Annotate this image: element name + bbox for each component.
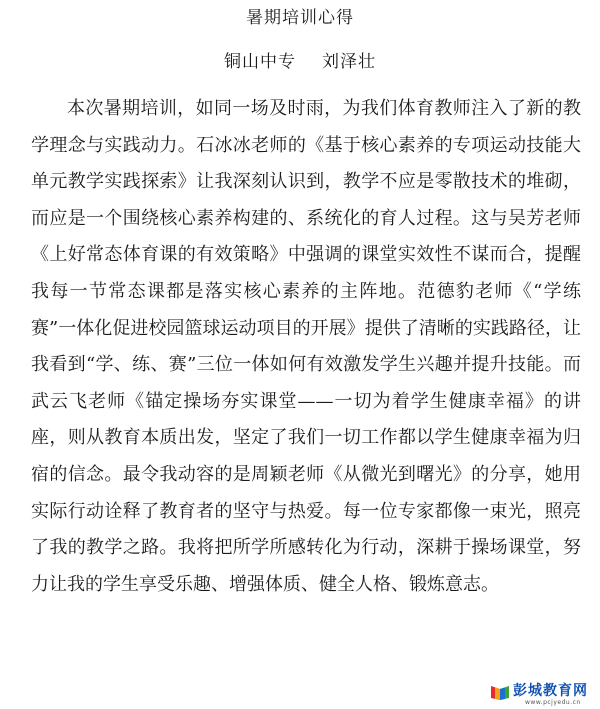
site-watermark-logo xyxy=(489,683,597,707)
body-paragraph: 本次暑期培训，如同一场及时雨，为我们体育教师注入了新的教学理念与实践动力。石冰冰老师的《基于核心素养的专项运动技能大单元教学实践探索》让我深刻认识到，教学不应是零散技术的堆砌，而应是一个围绕核心素养构建的、系统化的育人过程。这与吴芳老师《上好常态体育课的有效策略》中强调的课堂实效性不谋而合，提醒我每一节常态课都是落实核心素养的主阵地。范德豹老师《“学练赛”一体化促进校园篮球运动项目的开展》提供了清晰的实践路径，让我看到“学、练、赛”三位一体如何有效激发学生兴趣并提升技能。而武云飞老师《锚定操场夯实课堂——一切为着学生健康幸福》的讲座，则从教育本质出发，坚定了我们一切工作都以学生健康幸福为归宿的信念。最令我动容的是周颖老师《从微光到曙光》的分享，她用实际行动诠释了教育者的坚守与热爱。每一位专家都像一束光，照亮了我的教学之路。我将把所学所感转化为行动，深耕于操场课堂，努力让我的学生享受乐趣、增强体质、健全人格、锻炼意志。 xyxy=(31,98,581,595)
watermark-site-url: www.pcjyedu.cn xyxy=(525,699,581,706)
document-title: 暑期培训心得 xyxy=(246,8,354,28)
author-line xyxy=(0,50,600,74)
school-name: 铜山中专 xyxy=(224,52,296,72)
author-name: 刘泽壮 xyxy=(322,52,376,72)
watermark-site-name: 彭城教育网 xyxy=(513,683,588,699)
open-book-icon xyxy=(489,685,511,701)
document-body xyxy=(31,91,581,603)
